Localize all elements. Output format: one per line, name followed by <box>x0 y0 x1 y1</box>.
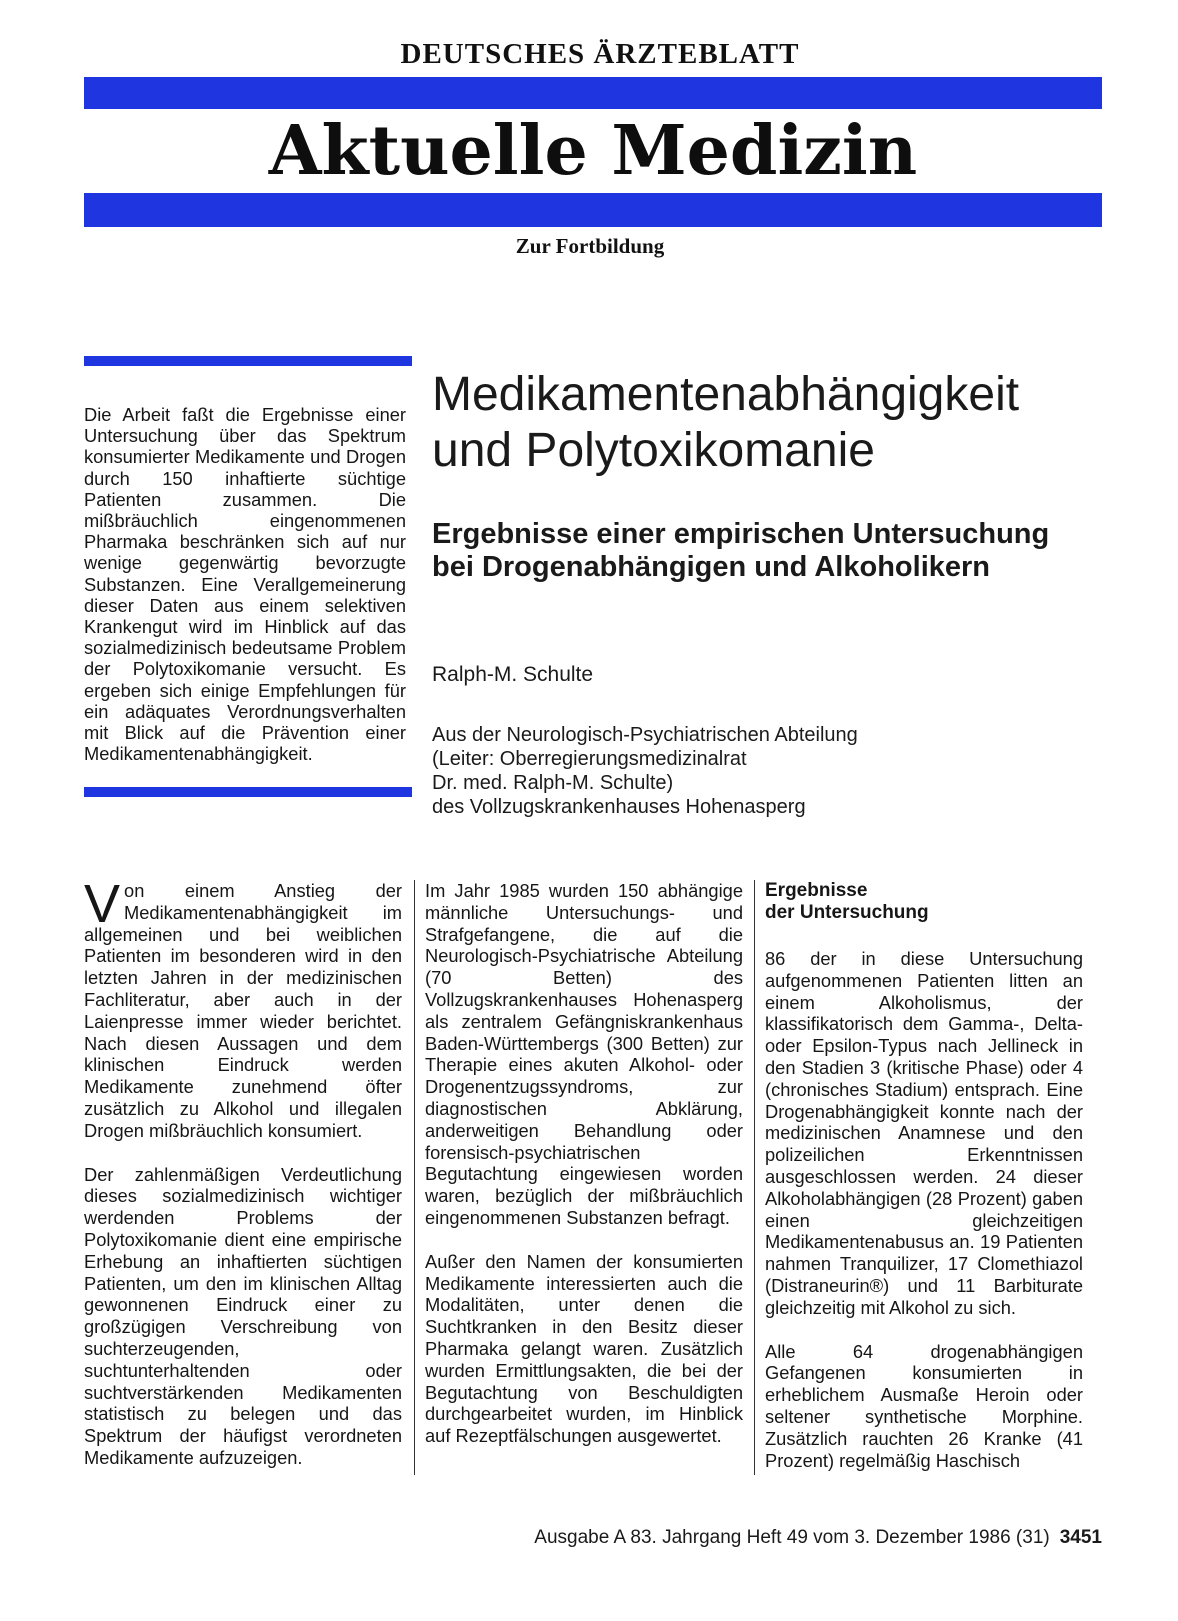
footer-issue-info: Ausgabe A 83. Jahrgang Heft 49 vom 3. Dezember 1986 (31) <box>534 1527 1050 1548</box>
affiliation-line: des Vollzugskrankenhauses Hohenasperg <box>432 796 806 818</box>
article-title-line2: und Polytoxikomanie <box>432 424 875 477</box>
paragraph-text: on einem Anstieg der Medikamentenabhängigkeit im allgemeinen und bei weiblichen Patienten im besonderen wird in den letzten Jahren in der medizinischen Fachliteratur, aber auch in der Laienpresse immer wieder berichtet. Nach diesen Aussagen und dem klinischen Eindruck werden Medikamente zunehmend öfter zusätzlich zu Alkohol und illegalen Drogen mißbräuchlich konsumiert. <box>84 880 402 1141</box>
page-number: 3451 <box>1059 1527 1102 1548</box>
paragraph: Alle 64 drogenabhängigen Gefangenen konsumierten in erheblichem Ausmaße Heroin oder seltener synthetische Morphine. Zusätzlich rauchten 26 Kranke (41 Prozent) regelmäßig Haschisch <box>765 1340 1083 1471</box>
affiliation-line: (Leiter: Oberregierungsmedizinalrat <box>432 748 747 770</box>
abstract: Die Arbeit faßt die Ergebnisse einer Untersuchung über das Spektrum konsumierter Medikamente und Drogen durch 150 inhaftierte süchtige Patienten zusammen. Die mißbräuchlich eingenommenen Pharmaka beschränken sich auf nur wenige gegenwärtig bevorzugte Substanzen. Eine Verallgemeinerung dieser Daten aus einem selektiven Krankengut wird im Hinblick auf das sozialmedizinisch bedeutsame Problem der Polytoxikomanie versucht. Es ergeben sich einige Empfehlungen für ein adäquates Verordnungsverhalten mit Blick auf die Prävention einer Medikamentenabhängigkeit. <box>84 404 406 765</box>
article-subtitle-line2: bei Drogenabhängigen und Alkoholikern <box>432 551 991 583</box>
masthead-blue-band-top <box>84 77 1102 109</box>
affiliation <box>432 723 992 819</box>
body-column-1 <box>84 874 402 1491</box>
affiliation-line: Aus der Neurologisch-Psychiatrischen Abteilung <box>432 724 858 746</box>
paragraph <box>84 874 402 1142</box>
article-subtitle-line1: Ergebnisse einer empirischen Untersuchung <box>432 518 1050 550</box>
article-title-line1: Medikamentenabhängigkeit <box>432 368 1020 421</box>
paragraph: 86 der in diese Untersuchung aufgenommenen Patienten litten an einem Alkoholismus, der klassifikatorisch dem Gamma-, Delta- oder Epsilon-Typus nach Jellineck in den Stadien 3 (kritische Phase) oder 4 (chronisches Stadium) entsprach. Eine Drogenabhängigkeit konnte nach der medizinischen Anamnese und den polizeilichen Erkenntnissen ausgeschlossen werden. 24 dieser Alkoholabhängigen (28 Prozent) gaben einen gleichzeitigen Medikamentenabusus an. 19 Patienten nahmen Tranquilizer, 17 Clomethiazol (Distraneurin®) und 11 Barbiturate gleichzeitig mit Alkohol zu sich. <box>765 948 1083 1318</box>
body-column-2 <box>425 880 743 1469</box>
paragraph: Außer den Namen der konsumierten Medikamente interessierten auch die Modalitäten, unter denen die Suchtkranken in den Besitz dieser Pharmaka gelangt waren. Zusätzlich wurden Ermittlungsakten, die bei der Begutachtung von Beschuldigten durchgearbeitet wurden, im Hinblick auf Rezeptfälschungen ausgewertet. <box>425 1250 743 1447</box>
paragraph: Im Jahr 1985 wurden 150 abhängige männliche Untersuchungs- und Strafgefangene, die auf die Neurologisch-Psychiatrische Abteilung (70 Betten) des Vollzugskrankenhauses Hohenasperg als zentralem Gefängniskrankenhaus Baden-Württembergs (300 Betten) zur Therapie eines akuten Alkohol- oder Drogenentzugssyndroms, zur diagnostischen Abklärung, anderweitigen Behandlung oder forensisch-psychiatrischen Begutachtung eingewiesen worden waren, bezüglich der mißbräuchlich eingenommenen Substanzen befragt. <box>425 880 743 1228</box>
section-heading-line2: der Untersuchung <box>765 902 929 923</box>
section-heading-line1: Ergebnisse <box>765 880 868 901</box>
body-column-3 <box>765 880 1083 1493</box>
drop-cap: V <box>84 874 121 934</box>
affiliation-line: Dr. med. Ralph-M. Schulte) <box>432 772 674 794</box>
article-title <box>432 367 1102 479</box>
section-subtitle: Zur Fortbildung <box>515 234 665 258</box>
page-footer <box>480 1527 1102 1549</box>
abstract-top-bar <box>84 356 412 366</box>
author: Ralph-M. Schulte <box>432 663 594 686</box>
paragraph: Der zahlenmäßigen Verdeutlichung dieses sozialmedizinisch wichtiger werdenden Problems der Polytoxikomanie dient eine empirische Erhebung an inhaftierten süchtigen Patienten, um den im klinischen Alltag gewonnenen Eindruck einer zu großzügigen Verschreibung von suchterzeugenden, suchtunterhaltenden oder suchtverstärkenden Medikamenten statistisch zu belegen und das Spektrum der häufigst verordneten Medikamente aufzuzeigen. <box>84 1163 402 1468</box>
abstract-bottom-bar <box>84 787 412 797</box>
masthead-blue-band-bottom <box>84 193 1102 227</box>
section-title: Aktuelle Medizin <box>268 111 918 191</box>
column-rule <box>754 880 755 1475</box>
column-rule <box>414 880 415 1475</box>
section-heading <box>765 880 1083 924</box>
article-subtitle <box>432 518 1102 584</box>
masthead: DEUTSCHES ÄRZTEBLATT <box>400 38 800 70</box>
